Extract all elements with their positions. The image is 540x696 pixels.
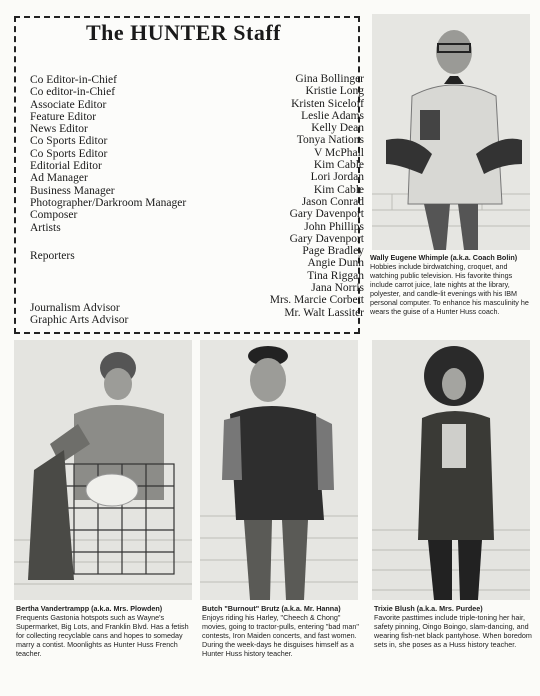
staff-title: The HUNTER Staff: [86, 20, 282, 45]
role: Co Editor-in-Chief: [30, 74, 117, 86]
caption-bertha-body: Frequents Gastonia hotspots such as Wayne's Supermarket, Big Lots, and Franklin Blvd. Has a fetish for collecting recyclable cans and hopes to someday marry a contist. Moonlights as Hunter Huss French teacher.: [16, 613, 189, 658]
staff-name: Kelly Dean: [311, 122, 364, 135]
role: Associate Editor: [30, 98, 107, 111]
staff-name: Gary Davenport: [289, 208, 364, 221]
role: Co Sports Editor: [30, 147, 108, 160]
staff-name: Angie Dunn: [307, 257, 364, 270]
caption-wally-title: Wally Eugene Whimple (a.k.a. Coach Bolin): [370, 253, 518, 262]
staff-name: Lori Jordan: [310, 171, 364, 184]
staff-name: Kristen Siceloff: [291, 97, 364, 110]
caption-wally: [370, 253, 534, 316]
staff-name: Jason Conrad: [301, 195, 364, 208]
caption-trixie-title: Trixie Blush (a.k.a. Mrs. Purdee): [374, 604, 483, 613]
role: Graphic Arts Advisor: [30, 314, 129, 327]
staff-name: Mr. Walt Lassiter: [284, 306, 364, 319]
staff-name: V McPhail: [314, 146, 364, 159]
staff-name: Kim Cable: [313, 183, 364, 196]
role: Photographer/Darkroom Manager: [30, 196, 187, 209]
staff-name: Kristie Long: [305, 85, 364, 98]
photo-butch: [200, 340, 358, 600]
staff-name: Gary Davenport: [289, 232, 364, 245]
caption-bertha-title: Bertha Vandertrampp (a.k.a. Mrs. Plowden): [16, 604, 163, 613]
caption-bertha: [16, 604, 192, 658]
staff-names-column: [210, 73, 364, 319]
photo-bertha: [14, 340, 192, 600]
role: Business Manager: [30, 184, 115, 197]
staff-name: Mrs. Marcie Corbett: [269, 294, 364, 307]
role: Reporters: [30, 249, 75, 262]
staff-name: Kim Cable: [313, 159, 364, 172]
role: Artists: [30, 221, 61, 234]
staff-roles-column: [30, 74, 240, 327]
caption-wally-body: Hobbies include birdwatching, croquet, and watching public television. His favorite things include carrot juice, late nights at the library, polyester, and candle-lit evenings with his IBM personal computer. To enhance his masculinity he wears the guise of a Hunter Huss coach.: [370, 262, 529, 316]
role: Feature Editor: [30, 110, 97, 123]
staff-name: Page Bradley: [302, 245, 364, 258]
photo-wally: [372, 14, 530, 250]
role: Co Sports Editor: [30, 135, 108, 148]
caption-butch: [202, 604, 364, 658]
caption-butch-title: Butch "Burnout" Brutz (a.k.a. Mr. Hanna): [202, 604, 341, 613]
staff-name: John Phillips: [304, 220, 364, 233]
role: Composer: [30, 209, 78, 222]
role: Co editor-in-Chief: [30, 86, 116, 99]
staff-name: Tonya Nations: [296, 134, 364, 147]
photo-trixie: [372, 340, 530, 600]
staff-name: Leslie Adams: [301, 109, 364, 122]
role: News Editor: [30, 123, 88, 136]
staff-name: Gina Bollinger: [295, 73, 364, 85]
staff-name: Tina Riggan: [307, 269, 364, 282]
caption-trixie-body: Favorite pasttimes include triple-toning her hair, safety pinning, Oingo Boingo, slam-dancing, and wearing fish-net black pantyhose. When boredom sets in, she poses as a Huss history teacher.: [374, 613, 532, 649]
role: Journalism Advisor: [30, 302, 120, 315]
caption-trixie: [374, 604, 534, 649]
role: Editorial Editor: [30, 160, 102, 173]
caption-butch-body: Enjoys riding his Harley, "Cheech & Chong" movies, going to tractor-pulls, entering "bad man" contests, Iron Maiden concerts, and fast women. During the week-days he disguises himself as a Hunter Huss history teacher.: [202, 613, 359, 658]
role: Ad Manager: [30, 172, 88, 185]
staff-name: Jana Norris: [311, 282, 364, 295]
